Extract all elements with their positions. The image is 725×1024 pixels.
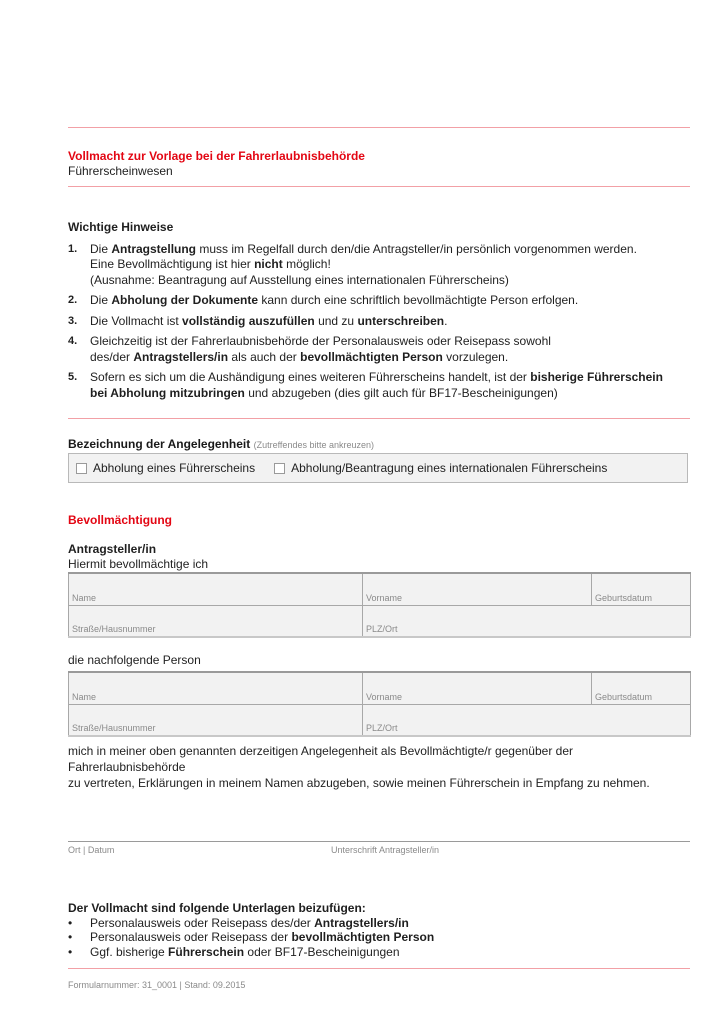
statement-line-1: mich in meiner oben genannten derzeitigen Angelegenheit als Bevollmächtigte/r gegenüber der Fahrerlaubnisbehörde — [68, 744, 574, 774]
text-run: muss im Regelfall durch den/die Antragsteller/in persönlich vorgenommen werden. — [196, 241, 637, 256]
text-run: Die — [90, 241, 112, 256]
attachment-text — [90, 930, 434, 945]
applicant-city-field[interactable]: PLZ/Ort — [363, 605, 691, 637]
note-item — [68, 293, 688, 309]
text-run: Die Vollmacht ist — [90, 313, 183, 328]
notes-heading: Wichtige Hinweise — [68, 220, 174, 234]
note-number: 5. — [68, 371, 78, 383]
signature-line[interactable] — [68, 841, 690, 842]
authorization-title: Bevollmächtigung — [68, 513, 173, 527]
notes-divider — [68, 418, 690, 419]
authorized-person-fields — [68, 671, 691, 737]
important-notes — [68, 220, 688, 406]
note-text — [90, 314, 688, 330]
note-text — [90, 370, 688, 401]
option-international-license[interactable] — [274, 461, 607, 475]
text-run: Ggf. bisherige — [90, 944, 169, 959]
note-number: 2. — [68, 294, 78, 306]
note-number: 4. — [68, 335, 78, 347]
option-label: Abholung/Beantragung eines internationalen Führerscheins — [291, 461, 608, 475]
person-intro: die nachfolgende Person — [68, 653, 201, 667]
note-number: 1. — [68, 242, 78, 255]
applicant-fields — [68, 572, 691, 638]
emphasis-text: Abholung der Dokumente — [111, 293, 259, 307]
note-text — [90, 334, 688, 365]
top-divider — [68, 127, 690, 128]
text-run: Gleichzeitig ist der Fahrerlaubnisbehörde der Personalausweis oder Reisepass sowohl — [90, 334, 551, 348]
signature-label: Unterschrift Antragsteller/in — [331, 845, 440, 855]
applicant-firstname-field[interactable]: Vorname — [363, 573, 592, 605]
matter-hint: (Zutreffendes bitte ankreuzen) — [253, 440, 374, 450]
emphasis-text: Antragstellers/in — [314, 915, 409, 930]
person-firstname-field[interactable]: Vorname — [363, 672, 592, 704]
form-number: Formularnummer: 31_0001 | Stand: 09.2015 — [68, 980, 246, 990]
person-name-field[interactable]: Name — [69, 672, 363, 704]
text-run: und abzugeben (dies gilt auch für BF17-Bescheinigungen) — [244, 385, 558, 400]
checkbox-icon[interactable] — [274, 463, 285, 474]
emphasis-text: unterschreiben — [357, 313, 445, 328]
attachments-list — [68, 916, 688, 960]
header-divider — [68, 186, 690, 187]
option-label: Abholung eines Führerscheins — [93, 461, 256, 475]
text-run: und zu — [314, 313, 358, 328]
text-run: möglich! — [282, 257, 331, 271]
attachment-text — [90, 945, 400, 960]
text-run: (Ausnahme: Beantragung auf Ausstellung eines internationalen Führerscheins) — [90, 272, 509, 287]
attachments — [68, 901, 688, 959]
applicant-name-field[interactable]: Name — [69, 573, 363, 605]
matter-options — [68, 453, 688, 483]
applicant-intro: Hiermit bevollmächtige ich — [68, 557, 209, 571]
statement-line-2: zu vertreten, Erklärungen in meinem Namen abzugeben, sowie meinen Führerschein in Empfang zu nehmen. — [68, 776, 650, 790]
emphasis-text: nicht — [254, 257, 283, 271]
attachments-heading: Der Vollmacht sind folgende Unterlagen beizufügen: — [68, 901, 366, 915]
attachment-item — [68, 916, 688, 931]
applicant-birthdate-field[interactable]: Geburtsdatum — [592, 573, 691, 605]
place-date-label: Ort | Datum — [68, 845, 115, 855]
option-pickup-license[interactable] — [76, 461, 255, 475]
notes-list — [68, 242, 688, 402]
bullet-icon: • — [68, 944, 73, 959]
text-run: Personalausweis oder Reisepass des/der — [90, 915, 315, 930]
attachment-text — [90, 916, 409, 931]
text-run: Sofern es sich um die Aushändigung eines weiteren Führerscheins handelt, ist der — [90, 370, 531, 384]
attachment-item — [68, 930, 688, 945]
document-subtitle: Führerscheinwesen — [68, 164, 173, 178]
text-run: vorzulegen. — [442, 349, 509, 364]
text-run: oder BF17-Bescheinigungen — [244, 944, 400, 959]
attachment-item — [68, 945, 688, 960]
text-run: als auch der — [228, 349, 301, 364]
note-item — [68, 370, 688, 401]
text-run: . — [444, 313, 448, 328]
text-run: Die — [90, 293, 112, 307]
note-item — [68, 242, 688, 289]
text-run: Personalausweis oder Reisepass der — [90, 930, 292, 944]
person-city-field[interactable]: PLZ/Ort — [363, 704, 691, 736]
bullet-icon: • — [68, 915, 73, 930]
text-run: des/der — [90, 349, 134, 364]
emphasis-text: Führerschein — [168, 944, 245, 959]
emphasis-text: bisherige Führerschein — [530, 370, 663, 384]
document-title: Vollmacht zur Vorlage bei der Fahrerlaubnisbehörde — [68, 149, 365, 163]
emphasis-text: Antragstellers/in — [133, 349, 229, 364]
emphasis-text: bevollmächtigten Person — [291, 930, 435, 944]
footer-divider — [68, 968, 690, 969]
authorization-statement — [68, 743, 693, 791]
applicant-heading: Antragsteller/in — [68, 542, 157, 556]
matter-title-text: Bezeichnung der Angelegenheit — [68, 437, 251, 451]
emphasis-text: vollständig auszufüllen — [182, 313, 315, 328]
note-item — [68, 314, 688, 330]
emphasis-text: bei Abholung mitzubringen — [90, 385, 245, 400]
note-number: 3. — [68, 314, 78, 327]
applicant-street-field[interactable]: Straße/Hausnummer — [69, 605, 363, 637]
text-run: kann durch eine schriftlich bevollmächtigte Person erfolgen. — [258, 293, 579, 307]
emphasis-text: bevollmächtigten Person — [300, 349, 443, 364]
person-birthdate-field[interactable]: Geburtsdatum — [592, 672, 691, 704]
bullet-icon: • — [68, 930, 73, 944]
person-street-field[interactable]: Straße/Hausnummer — [69, 704, 363, 736]
matter-title — [68, 437, 374, 451]
note-text — [90, 293, 688, 309]
checkbox-icon[interactable] — [76, 463, 87, 474]
note-item — [68, 334, 688, 365]
emphasis-text: Antragstellung — [111, 241, 197, 256]
note-text — [90, 242, 688, 289]
text-run: Eine Bevollmächtigung ist hier — [90, 257, 255, 271]
